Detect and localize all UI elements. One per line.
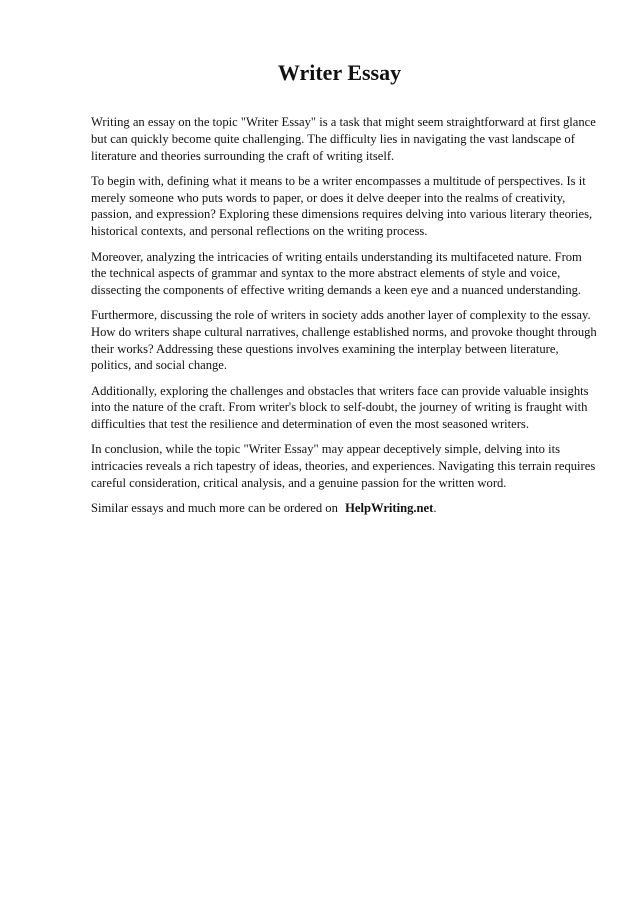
paragraph-conclusion: In conclusion, while the topic "Writer Essay" may appear deceptively simple, delving into its intricacies reveals a rich tapestry of ideas, theories, and experiences. Navigating this terrain requires careful consideration, critical analysis, and a genuine passion for the written word.	[91, 442, 596, 490]
page-title: Writer Essay	[277, 60, 402, 85]
footer-text: Similar essays and much more can be ordered on	[91, 501, 338, 516]
paragraph-analysis: Moreover, analyzing the intricacies of writing entails understanding its multifaceted nature. From the technical aspects of grammar and syntax to the more abstract elements of style and voice, dissecting the components of effective writing demands a keen eye and a nuanced understanding.	[91, 249, 582, 297]
footer-promo	[91, 500, 597, 517]
footer-period: .	[433, 501, 437, 516]
brand-link[interactable]: HelpWriting.net	[345, 501, 434, 516]
paragraph-definition: To begin with, defining what it means to be a writer encompasses a multitude of perspectives. Is it merely someone who puts words to paper, or does it delve deeper into the realms of creativity, passion, and expression? Exploring these dimensions requires delving into various literary theories, historical contexts, and personal reflections on the writing process.	[91, 174, 593, 238]
paragraph-intro: Writing an essay on the topic "Writer Essay" is a task that might seem straightforward at first glance but can quickly become quite challenging. The difficulty lies in navigating the vast landscape of literature and theories surrounding the craft of writing itself.	[91, 115, 596, 163]
paragraph-challenges: Additionally, exploring the challenges and obstacles that writers face can provide valuable insights into the nature of the craft. From writer's block to self-doubt, the journey of writing is fraught with difficulties that test the resilience and determination of even the most seasoned writers.	[91, 383, 589, 431]
paragraph-society: Furthermore, discussing the role of writers in society adds another layer of complexity to the essay. How do writers shape cultural narratives, challenge established norms, and provoke thought through their works? Addressing these questions involves examining the interplay between literature, politics, and social change.	[91, 308, 597, 373]
